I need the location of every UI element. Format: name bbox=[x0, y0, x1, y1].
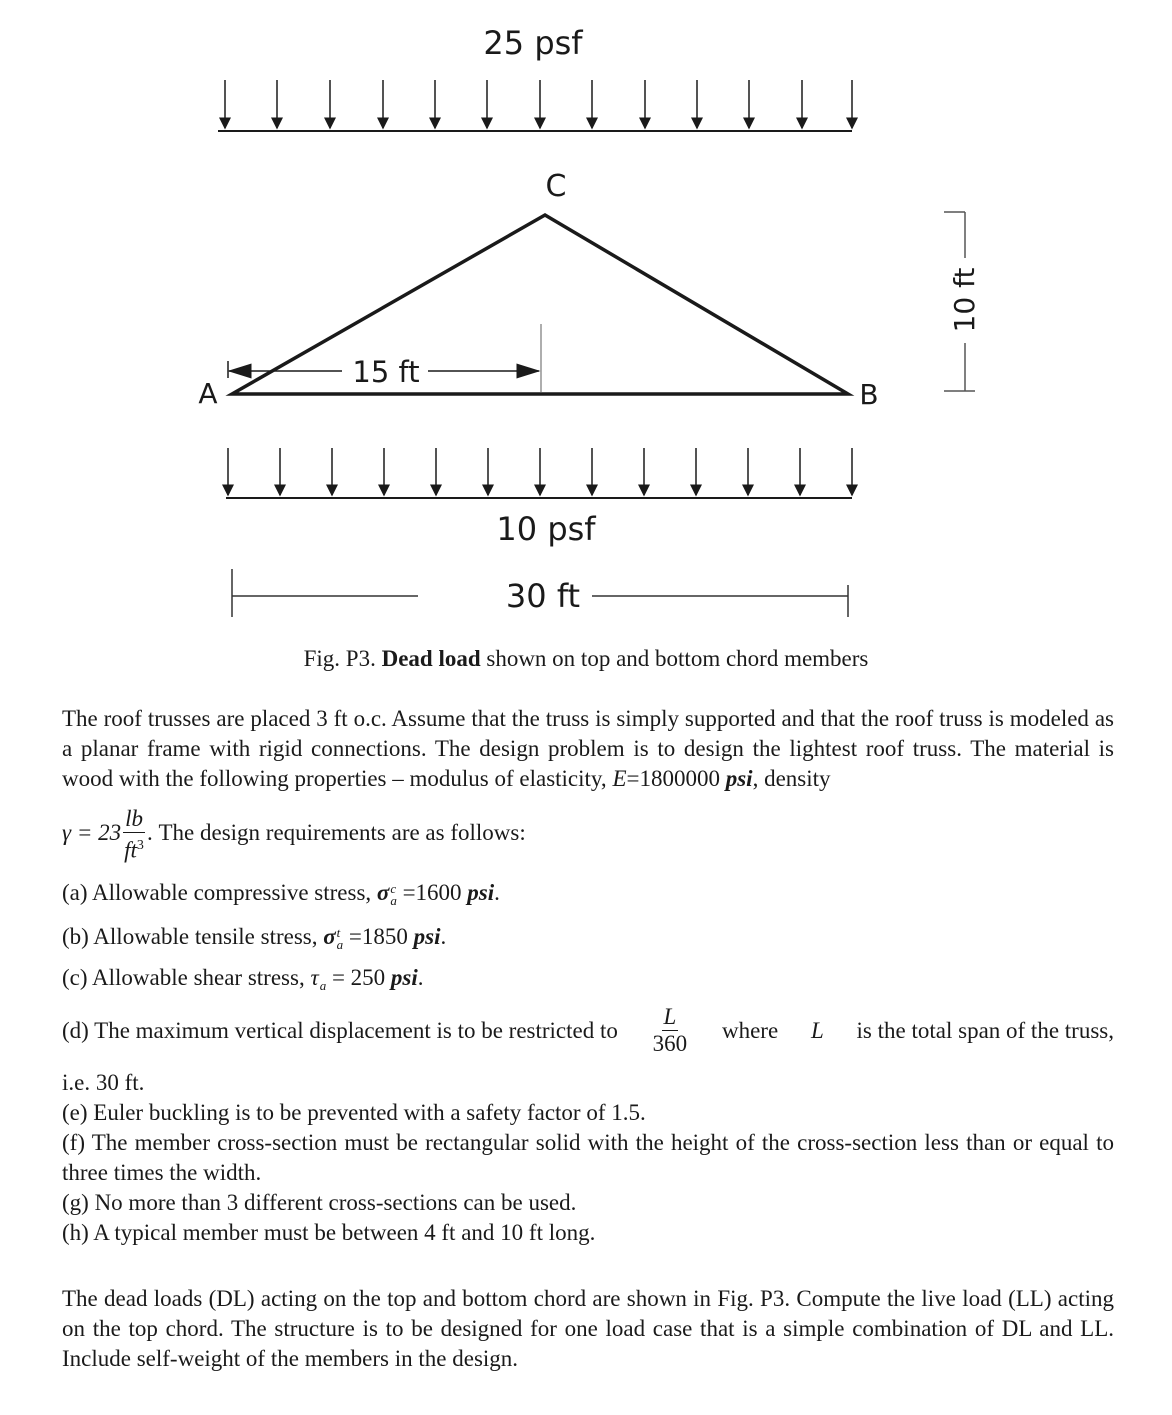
tau-symbol: τ bbox=[310, 965, 319, 990]
req-b-text: (b) Allowable tensile stress, bbox=[62, 924, 318, 949]
req-b-value: =1850 bbox=[348, 924, 408, 949]
height-label: 10 ft bbox=[948, 267, 981, 333]
req-a-sup: c bbox=[390, 880, 397, 896]
bottom-distributed-load bbox=[226, 448, 852, 498]
req-b-indices bbox=[336, 924, 344, 952]
gamma-fraction bbox=[123, 806, 145, 864]
node-b-label: B bbox=[859, 378, 879, 411]
req-c-end: . bbox=[417, 965, 424, 990]
density-word: , density bbox=[752, 766, 831, 791]
frac-denominator: 360 bbox=[652, 1031, 688, 1056]
requirement-d bbox=[62, 1004, 1114, 1057]
figure-caption bbox=[0, 646, 1172, 672]
req-b-sup: t bbox=[336, 924, 341, 940]
req-d-where: where bbox=[721, 1017, 779, 1043]
gamma-denominator bbox=[124, 833, 144, 864]
req-c-sub: a bbox=[319, 977, 327, 993]
gamma-prefix: γ = 23 bbox=[62, 820, 122, 846]
req-c-unit: psi bbox=[390, 965, 418, 990]
req-c-value: = 250 bbox=[331, 965, 386, 990]
after-gamma-text: . The design requirements are as follows: bbox=[146, 820, 526, 846]
req-b-unit: psi bbox=[413, 924, 441, 949]
node-a-label: A bbox=[198, 377, 218, 410]
req-a-indices bbox=[390, 880, 397, 908]
requirement-a bbox=[62, 880, 500, 907]
top-load-label: 25 psf bbox=[483, 24, 583, 62]
gamma-numerator: lb bbox=[125, 806, 143, 831]
closing-paragraph bbox=[62, 1284, 1114, 1374]
requirement-b bbox=[62, 924, 446, 951]
requirement-h: (h) A typical member must be between 4 ft and 10 ft long. bbox=[62, 1220, 596, 1245]
truss-triangle bbox=[232, 215, 848, 394]
req-a-text: (a) Allowable compressive stress, bbox=[62, 880, 372, 905]
req-b-end: . bbox=[440, 924, 447, 949]
req-d-rest: is the total span of the truss, bbox=[856, 1017, 1114, 1043]
truss-figure bbox=[0, 0, 1172, 640]
gamma-exponent: 3 bbox=[136, 838, 144, 853]
sigma-symbol: σ bbox=[323, 924, 336, 949]
gamma-den-text: ft bbox=[124, 837, 137, 863]
req-a-end: . bbox=[494, 880, 500, 905]
req-a-sub: a bbox=[390, 892, 397, 908]
e-unit: psi bbox=[725, 766, 753, 791]
req-d-continuation: i.e. 30 ft. bbox=[62, 1070, 145, 1095]
req-a-unit: psi bbox=[467, 880, 495, 905]
requirement-g: (g) No more than 3 different cross-sections can be used. bbox=[62, 1190, 577, 1215]
req-d-L: L bbox=[810, 1017, 824, 1043]
node-c-label: C bbox=[545, 169, 567, 204]
half-span-label: 15 ft bbox=[352, 355, 420, 389]
span-label: 30 ft bbox=[505, 577, 581, 615]
requirement-e: (e) Euler buckling is to be prevented with a safety factor of 1.5. bbox=[62, 1100, 646, 1125]
caption-prefix: Fig. P3. bbox=[303, 646, 376, 671]
req-d-text: (d) The maximum vertical displacement is to be restricted to bbox=[62, 1017, 618, 1043]
e-value: =1800000 bbox=[626, 766, 720, 791]
req-b-sub: a bbox=[336, 936, 344, 952]
displacement-fraction bbox=[653, 1004, 688, 1057]
req-a-value: =1600 bbox=[402, 880, 462, 905]
requirement-c bbox=[62, 965, 424, 992]
requirements-list-rest bbox=[62, 1068, 1114, 1248]
caption-bold: Dead load bbox=[381, 646, 481, 671]
top-distributed-load bbox=[218, 80, 852, 131]
req-c-text: (c) Allowable shear stress, bbox=[62, 965, 305, 990]
sigma-symbol: σ bbox=[376, 880, 390, 905]
density-line bbox=[62, 806, 526, 864]
intro-paragraph bbox=[62, 704, 1114, 794]
req-c-indices bbox=[320, 968, 327, 992]
intro-text: The roof trusses are placed 3 ft o.c. Assume that the truss is simply supported and that the roof truss is modeled as a planar frame with rigid connections. The design problem is to design the lightest roof truss. The material is wood with the following properties – modulus of elasticity, bbox=[62, 706, 1114, 791]
bottom-load-label: 10 psf bbox=[496, 510, 596, 548]
e-symbol: E bbox=[612, 766, 627, 791]
closing-text: The dead loads (DL) acting on the top and bottom chord are shown in Fig. P3. Compute the live load (LL) acting on the top chord. The structure is to be designed for one load case that is a simple combination of DL and LL. Include self-weight of the members in the design. bbox=[62, 1286, 1114, 1371]
frac-numerator: L bbox=[663, 1004, 677, 1029]
requirement-f: (f) The member cross-section must be rectangular solid with the height of the cross-section less than or equal to three times the width. bbox=[62, 1130, 1114, 1185]
caption-suffix: shown on top and bottom chord members bbox=[486, 646, 869, 671]
